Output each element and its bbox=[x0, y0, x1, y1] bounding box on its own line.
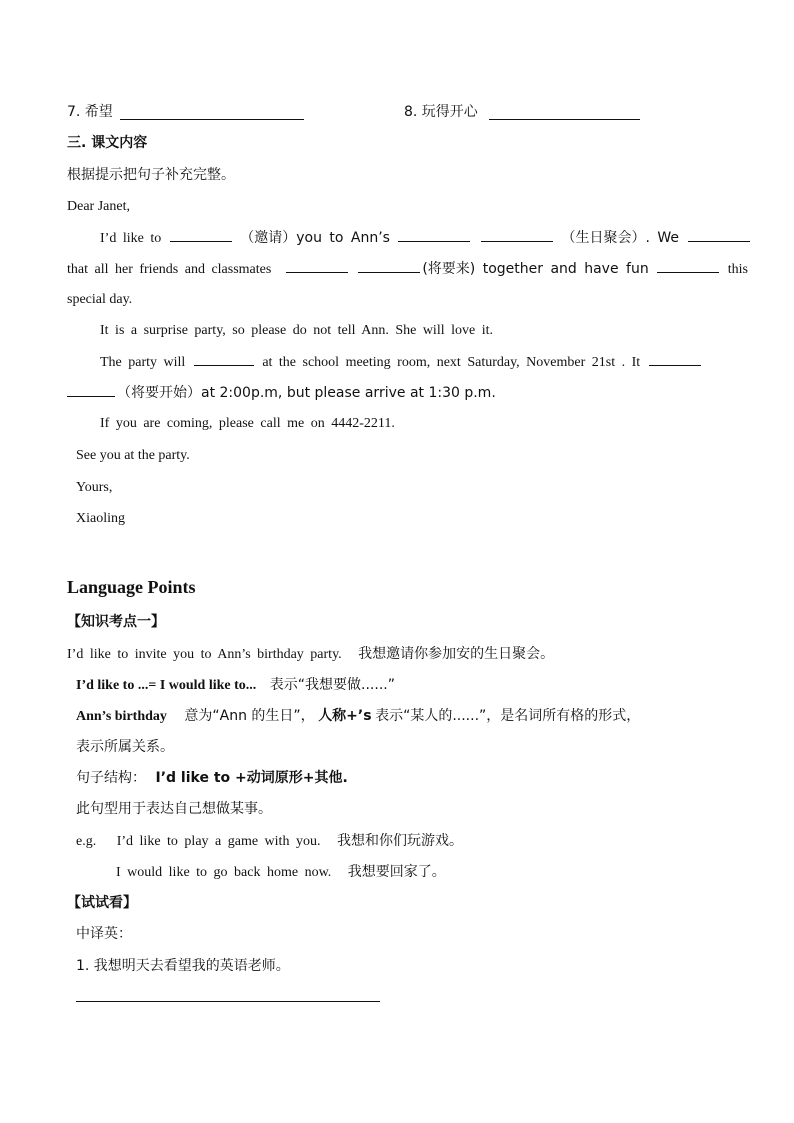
letter-text: that all her friends and classmates bbox=[67, 262, 272, 277]
knowledge-point-1-title: 【知识考点一】 bbox=[67, 614, 165, 630]
vocab-item-8-blank[interactable] bbox=[489, 119, 640, 120]
letter-text: （邀请）you to Ann’s bbox=[240, 230, 390, 246]
question-1-answer-line[interactable] bbox=[76, 1001, 380, 1002]
letter-para-3-line-1 bbox=[100, 353, 703, 372]
eg-label: e.g. bbox=[76, 834, 97, 849]
example-sentence-cn: 我想邀请你参加安的生日聚会。 bbox=[358, 646, 555, 662]
point-2-bold: Ann’s birthday bbox=[76, 709, 167, 724]
letter-greeting: Dear Janet, bbox=[67, 199, 130, 214]
point-1 bbox=[76, 676, 395, 695]
letter-text: The party will bbox=[100, 355, 186, 370]
vocab-item-8 bbox=[404, 103, 478, 121]
point-2-text-a: 意为“Ann 的生日”， bbox=[184, 708, 315, 724]
letter-text: （生日聚会）. We bbox=[561, 230, 680, 246]
letter-para-4: If you are coming, please call me on 4442-2211. bbox=[100, 416, 395, 431]
letter-signature: Xiaoling bbox=[76, 511, 125, 526]
point-1-text: 表示“我想要做......” bbox=[269, 677, 395, 693]
blank-held[interactable] bbox=[194, 353, 254, 366]
point-1-bold: I’d like to ...= I would like to... bbox=[76, 678, 257, 693]
try-it-title: 【试试看】 bbox=[67, 895, 137, 911]
letter-text: at the school meeting room, next Saturday, November 21st . It bbox=[262, 355, 641, 370]
try-it-instruction: 中译英： bbox=[76, 926, 132, 942]
example-1 bbox=[76, 832, 463, 851]
letter-para-3-line-2 bbox=[67, 384, 496, 403]
letter-para-2: It is a surprise party, so please do not tell Ann. She will love it. bbox=[100, 323, 493, 338]
language-points-title: Language Points bbox=[67, 577, 196, 597]
example-sentence bbox=[67, 645, 554, 664]
question-1: 1. 我想明天去看望我的英语老师。 bbox=[76, 958, 290, 974]
blank-start-1[interactable] bbox=[649, 353, 701, 366]
blank-hope[interactable] bbox=[688, 229, 750, 242]
letter-para-1-line-2 bbox=[67, 260, 748, 279]
example-sentence-en: I’d like to invite you to Ann’s birthday party. bbox=[67, 647, 342, 662]
structure-label: 句子结构： bbox=[76, 770, 146, 786]
letter-text: （将要开始）at 2:00p.m, but please arrive at 1:30 p.m. bbox=[117, 385, 496, 401]
vocab-item-7 bbox=[67, 103, 113, 121]
point-2-text-b: 表示“某人的......”，是名词所有格的形式， bbox=[375, 708, 641, 724]
structure-formula: I’d like to +动词原形+其他. bbox=[155, 770, 348, 786]
vocab-item-8-label: 8. 玩得开心 bbox=[404, 104, 478, 120]
letter-closing: See you at the party. bbox=[76, 448, 190, 463]
letter-text: this bbox=[727, 262, 748, 277]
point-2-bold-2: 人称+’s bbox=[318, 708, 372, 724]
point-2-line-2: 表示所属关系。 bbox=[76, 739, 174, 755]
example-2-en: I would like to go back home now. bbox=[116, 865, 332, 880]
example-1-en: I’d like to play a game with you. bbox=[116, 834, 321, 849]
vocab-item-7-label: 7. 希望 bbox=[67, 104, 113, 120]
blank-invite[interactable] bbox=[170, 229, 232, 242]
point-2-line-1 bbox=[76, 707, 640, 726]
blank-coming-1[interactable] bbox=[286, 260, 348, 273]
blank-start-2[interactable] bbox=[67, 384, 115, 397]
example-2 bbox=[116, 863, 446, 882]
section-title: 三. 课文内容 bbox=[67, 135, 148, 151]
letter-para-1-line-1 bbox=[100, 229, 752, 248]
usage-note: 此句型用于表达自己想做某事。 bbox=[76, 801, 272, 817]
section-instruction: 根据提示把句子补充完整。 bbox=[67, 167, 235, 183]
blank-birthday-1[interactable] bbox=[398, 229, 470, 242]
blank-fun[interactable] bbox=[657, 260, 719, 273]
letter-para-1-line-3: special day. bbox=[67, 292, 133, 307]
letter-yours: Yours, bbox=[76, 480, 113, 495]
letter-text: I’d like to bbox=[100, 231, 162, 246]
blank-birthday-2[interactable] bbox=[481, 229, 553, 242]
example-2-cn: 我想要回家了。 bbox=[347, 864, 446, 880]
blank-coming-2[interactable] bbox=[358, 260, 420, 273]
sentence-structure bbox=[76, 769, 348, 788]
letter-text: (将要来) together and have fun bbox=[422, 261, 649, 277]
example-1-cn: 我想和你们玩游戏。 bbox=[336, 833, 463, 849]
vocab-item-7-blank[interactable] bbox=[120, 119, 304, 120]
